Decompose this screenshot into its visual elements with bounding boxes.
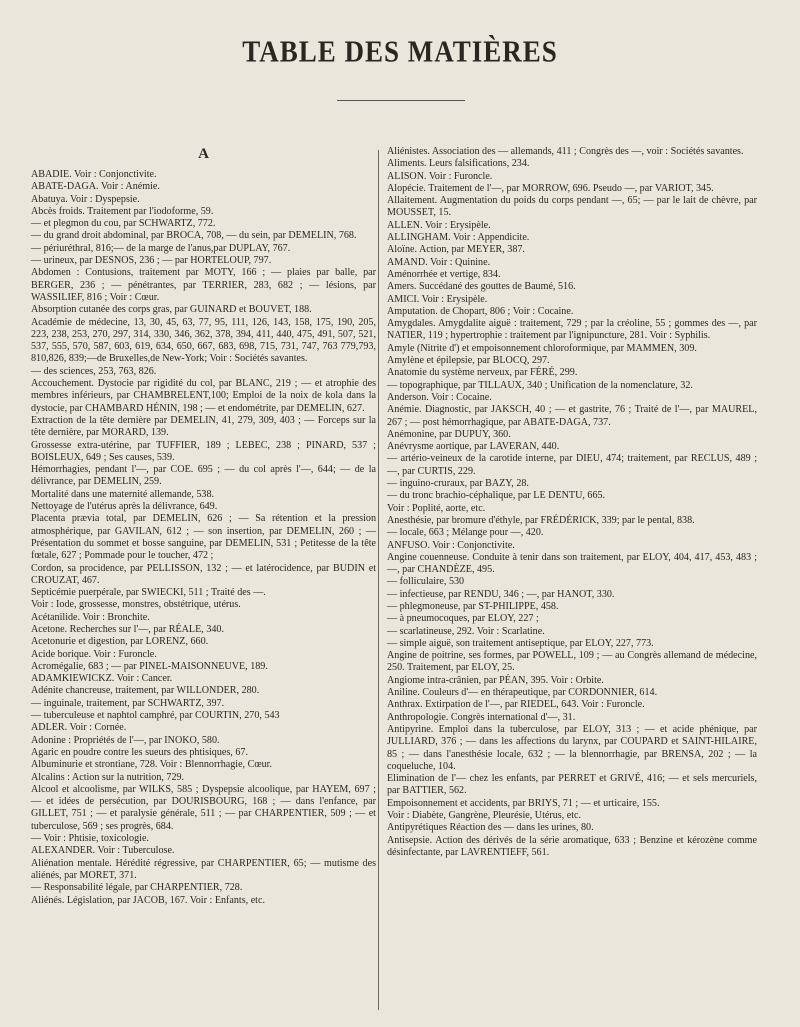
index-entry: ABADIE. Voir : Conjonctivite. (31, 169, 157, 180)
index-entry: Albuminurie et strontiane, 728. Voir : Blennorrhagie, Cœur. (31, 759, 273, 771)
index-entry: ANFUSO. Voir : Conjonctivite. (387, 539, 515, 551)
index-entry: Voir : Diabète, Gangrène, Pleurésie, Utérus, etc. (387, 810, 582, 822)
index-entry: — inguino-cruraux, par BAZY, 28. (387, 478, 529, 490)
index-entry: Adonine : Propriétés de l'—, par INOKO, 580. (31, 734, 220, 746)
index-entry: — topographique, par TILLAUX, 340 ; Unification de la nomenclature, 32. (387, 379, 693, 391)
index-entry: Alcalins : Action sur la nutrition, 729. (31, 771, 185, 783)
index-entry: Acetonurie et digestion, par LORENZ, 660. (31, 636, 209, 648)
index-entry: Extraction de la tête dernière par DEMELIN, 41, 279, 309, 403 ; — Forceps sur la tête dernière, par MORARD, 139. (31, 414, 376, 439)
index-entry: — du grand droit abdominal, par BROCA, 708, — du sein, par DEMELIN, 768. (31, 230, 357, 242)
title-rule (337, 100, 465, 101)
index-entry: — inguinale, traitement, par SCHWARTZ, 397. (31, 697, 225, 709)
column-divider (378, 150, 379, 1010)
index-entry: Acétanilide. Voir : Bronchite. (31, 611, 150, 623)
index-entry: Aménorrhée et vertige, 834. (387, 268, 501, 280)
index-entry: Angine couenneuse. Conduite à tenir dans son traitement, par ELOY, 404, 417, 453, 483 ; —, par CHANDÈZE, 495. (387, 551, 757, 576)
index-entry: — Responsabilité légale, par CHARPENTIER, 728. (31, 882, 243, 894)
index-entry: Septicémie puerpérale, par SWIECKI, 511 ; Traité des —. (31, 587, 266, 599)
index-entry: Anderson. Voir : Cocaine. (387, 391, 492, 403)
index-entry: Aliments. Leurs falsifications, 234. (387, 158, 530, 170)
index-entry: Empoisonnement et accidents, par BRIYS, 71 ; — et urticaire, 155. (387, 797, 660, 809)
index-entry: Placenta prævia total, par DEMELIN, 626 ; — Sa rétention et la pression atmosphérique, par GAVILAN, 612 ; — son insertion, par DEMELIN, 260 ; — Présentation du sommet et bosse sanguine, par DEMELIN, 531 ; Petitesse de la tête fœtale, 627 ; Pommade pour le toucher, 472 ; (31, 513, 376, 562)
index-entry: Agaric en poudre contre les sueurs des phtisiques, 67. (31, 746, 248, 758)
index-entry: — artério-veineux de la carotide interne, par DIEU, 474; traitement, par RECLUS, 489 ; —, par CURTIS, 229. (387, 453, 757, 477)
index-entry: Mortalité dans une maternité allemande, 538. (31, 488, 215, 500)
index-entry: Grossesse extra-utérine, par TUFFIER, 189 ; LEBEC, 238 ; PINARD, 537 ; BOISLEUX, 649 ; Ses causes, 539. (31, 439, 376, 463)
index-entry: Antisepsie. Action des dérivés de la série aromatique, 633 ; Benzine et kérozène comme désinfectante, par LAVRENTIEFF, 561. (387, 834, 757, 858)
index-entry: — locale, 663 ; Mélange pour —, 420. (387, 527, 544, 539)
index-entry: AMAND. Voir : Quinine. (387, 256, 491, 268)
index-entry: Aliénation mentale. Hérédité régressive, par CHARPENTIER, 65; — mutisme des aliénés, par MORET, 371. (31, 857, 376, 881)
index-entry: ABATE-DAGA. Voir : Anémie. (31, 181, 160, 193)
index-entry: ALLINGHAM. Voir : Appendicite. (387, 232, 530, 244)
index-entry: Abdomen : Contusions, traitement par MOTY, 166 ; — plaies par balle, par BERGER, 236 ; — pénétrantes, par TERRIER, 283, 682 ; — lésions, par WASSILIEF, 816 ; Voir : Cœur. (31, 267, 376, 303)
index-entry: Amputation. de Chopart, 806 ; Voir : Cocaine. (387, 305, 574, 317)
left-column (31, 146, 376, 907)
index-entry: Amygdales. Amygdalite aiguë : traitement, 729 ; par la créoline, 55 ; gommes des —, par NATIER, 119 ; hypertrophie : traitement par l'ignipuncture, 281. Voir : Syphilis. (387, 318, 757, 342)
index-entry: — périuréthral, 816;— de la marge de l'anus,par DUPLAY, 767. (31, 242, 291, 254)
index-entry: Aniline. Couleurs d'— en thérapeutique, par CORDONNIER, 614. (387, 687, 658, 699)
index-entry: Nettoyage de l'utérus après la délivrance, 649. (31, 501, 218, 513)
index-entry: Anesthésie, par bromure d'éthyle, par FRÉDÉRICK, 339; par le pental, 838. (387, 514, 695, 526)
index-entry: Alopécie. Traitement de l'—, par MORROW, 696. Pseudo —, par VARIOT, 345. (387, 182, 714, 194)
index-entry: Absorption cutanée des corps gras, par GUINARD et BOUVET, 188. (31, 304, 312, 316)
index-entry: Angine de poitrine, ses formes, par POWELL, 109 ; — au Congrès allemand de médecine, 250. Traitement, par ELOY, 25. (387, 650, 757, 674)
index-entry: ALLEN. Voir : Erysipèle. (387, 219, 491, 231)
index-entry: Acromégalie, 683 ; — par PINEL-MAISONNEUVE, 189. (31, 660, 268, 672)
index-entry: Voir : Poplité, aorte, etc. (387, 502, 486, 514)
index-entry: Elimination de l'— chez les enfants, par PERRET et GRIVÉ, 416; — et sels mercuriels, par BATTIER, 562. (387, 773, 757, 797)
index-entry: Abatuya. Voir : Dyspepsie. (31, 193, 140, 205)
index-entry: Voir : Iode, grossesse, monstres, obstétrique, utérus. (31, 599, 241, 611)
index-entry: Accouchement. Dystocie par rigidité du col, par BLANC, 219 ; — et atrophie des membres inférieurs, par CHAMBRELENT,100; Emploi de la noix de kola dans la dystocie, par CHAMBARD HÉNIN, 198 ; — et endométrite, par DEMELIN, 627. (31, 378, 376, 414)
page-title: TABLE DES MATIÈRES (242, 33, 558, 69)
index-entry: ADAMKIEWICKZ. Voir : Cancer. (31, 673, 173, 685)
index-entry: ADLER. Voir : Cornée. (31, 722, 127, 734)
index-entry: Antipyrétiques Réaction des — dans les urines, 80. (387, 822, 594, 834)
index-entry: Anémonine, par DUPUY, 360. (387, 428, 511, 440)
index-entry: ALEXANDER. Voir : Tuberculose. (31, 845, 175, 857)
index-entry: — du tronc brachio-céphalique, par LE DENTU, 665. (387, 490, 606, 502)
section-letter: A (198, 146, 209, 162)
right-entry-list (387, 146, 757, 859)
index-entry: — tuberculeuse et naphtol camphré, par COURTIN, 270, 543 (31, 710, 280, 722)
index-entry: Hémorrhagies, pendant l'—, par COE. 695 ; — du col après l'—, 644; — de la délivrance, par DEMELIN, 259. (31, 464, 376, 488)
right-column (387, 146, 757, 859)
index-entry: Allaitement. Augmentation du poids du corps pendant —, 65; — par le lait de chèvre, par MOUSSET, 15. (387, 195, 757, 219)
index-entry: — folliculaire, 530 (387, 576, 465, 588)
left-entry-list (31, 169, 376, 907)
index-entry: Amyle (Nitrite d') et empoisonnement chloroformique, par MAMMEN, 309. (387, 342, 697, 354)
index-entry: Anémie. Diagnostic, par JAKSCH, 40 ; — et gastrite, 76 ; Traité de l'—, par MAUREL, 267 ; — post hémorrhagique, par ABATE-DAGA, 737. (387, 404, 757, 428)
index-entry: — simple aiguë, son traitement antiseptique, par ELOY, 227, 773. (387, 637, 654, 649)
index-entry: Amylène et épilepsie, par BLOCQ, 297. (387, 355, 550, 367)
index-entry: — et plegmon du cou, par SCHWARTZ, 772. (31, 218, 216, 230)
index-entry: Antipyrine. Emploi dans la tuberculose, par ELOY, 313 ; — et acide phénique, par JULLIARD, 376 ; — dans les affections du larynx, par COUPARD et SAINT-HILAIRE, 85 ; — dans l'anesthésie locale, 632 ; — la blennorrhagie, par BRENSA, 202 ; — la coqueluche, 104. (387, 723, 757, 772)
index-entry: Amers. Succédané des gouttes de Baumé, 516. (387, 281, 576, 293)
index-entry: Anévrysme aortique, par LAVERAN, 440. (387, 441, 560, 453)
index-entry: Angiome intra-crânien, par PÉAN, 395. Voir : Orbite. (387, 674, 604, 686)
index-entry: — phlegmoneuse, par ST-PHILIPPE, 458. (387, 600, 559, 612)
index-entry: — à pneumocoques, par ELOY, 227 ; (387, 613, 539, 625)
index-entry: ALISON. Voir : Furoncle. (387, 170, 493, 182)
index-entry: Acetone. Recherches sur l'—, par RÉALE, 340. (31, 623, 224, 635)
index-entry: Académie de médecine, 13, 30, 45, 63, 77, 95, 111, 126, 143, 158, 175, 190, 205, 223, 238, 253, 270, 297, 314, 330, 346, 362, 378, 394, 411, 440, 475, 491, 507, 521, 537, 555, 570, 587, 603, 619, 634, 650, 667, 683, 698, 715, 731, 747, 763 779,793, 810,826, 839;—de Bruxelles,de New-York; Voir : Sociétés savantes. (31, 316, 376, 365)
index-entry: Adénite chancreuse, traitement, par WILLONDER, 280. (31, 685, 260, 697)
index-entry: Aliénés. Législation, par JACOB, 167. Voir : Enfants, etc. (31, 894, 265, 906)
index-entry: Anatomie du système nerveux, par FÉRÉ, 299. (387, 367, 578, 379)
index-entry: — scarlatineuse, 292. Voir : Scarlatine. (387, 625, 545, 637)
index-entry: — Voir : Phtisie, toxicologie. (31, 833, 149, 845)
index-entry: — infectieuse, par RENDU, 346 ; —, par HANOT, 330. (387, 588, 615, 600)
index-entry: — urineux, par DESNOS, 236 ; — par HORTELOUP, 797. (31, 255, 272, 267)
index-entry: Aliénistes. Association des — allemands, 411 ; Congrès des —, voir : Sociétés savantes. (387, 146, 744, 157)
index-entry: AMICI. Voir : Erysipèle. (387, 293, 488, 305)
index-entry: Alcool et alcoolisme, par WILKS, 585 ; Dyspepsie alcoolique, par HAYEM, 697 ; — et idées de persécution, par DOURISBOURG, 168 ; — dans l'enfance, par GILLET, 751 ; — et paralysie générale, 511 ; — par CHARPENTIER, 509 ; — et tuberculose, 569 ; ses progrès, 684. (31, 783, 376, 832)
index-entry: Anthrax. Extirpation de l'—, par RIEDEL, 643. Voir : Furoncle. (387, 699, 645, 711)
index-entry: Anthropologie. Congrès international d'—, 31. (387, 711, 576, 723)
index-entry: Cordon, sa procidence, par PELLISSON, 132 ; — et latérocidence, par BUDIN et CROUZAT, 467. (31, 562, 376, 586)
index-entry: Abcès froids. Traitement par l'iodoforme, 59. (31, 205, 214, 217)
index-entry: Aloïne. Action, par MEYER, 387. (387, 244, 525, 256)
index-entry: Acide borique. Voir : Furoncle. (31, 648, 157, 660)
index-entry: — des sciences, 253, 763, 826. (31, 365, 157, 377)
